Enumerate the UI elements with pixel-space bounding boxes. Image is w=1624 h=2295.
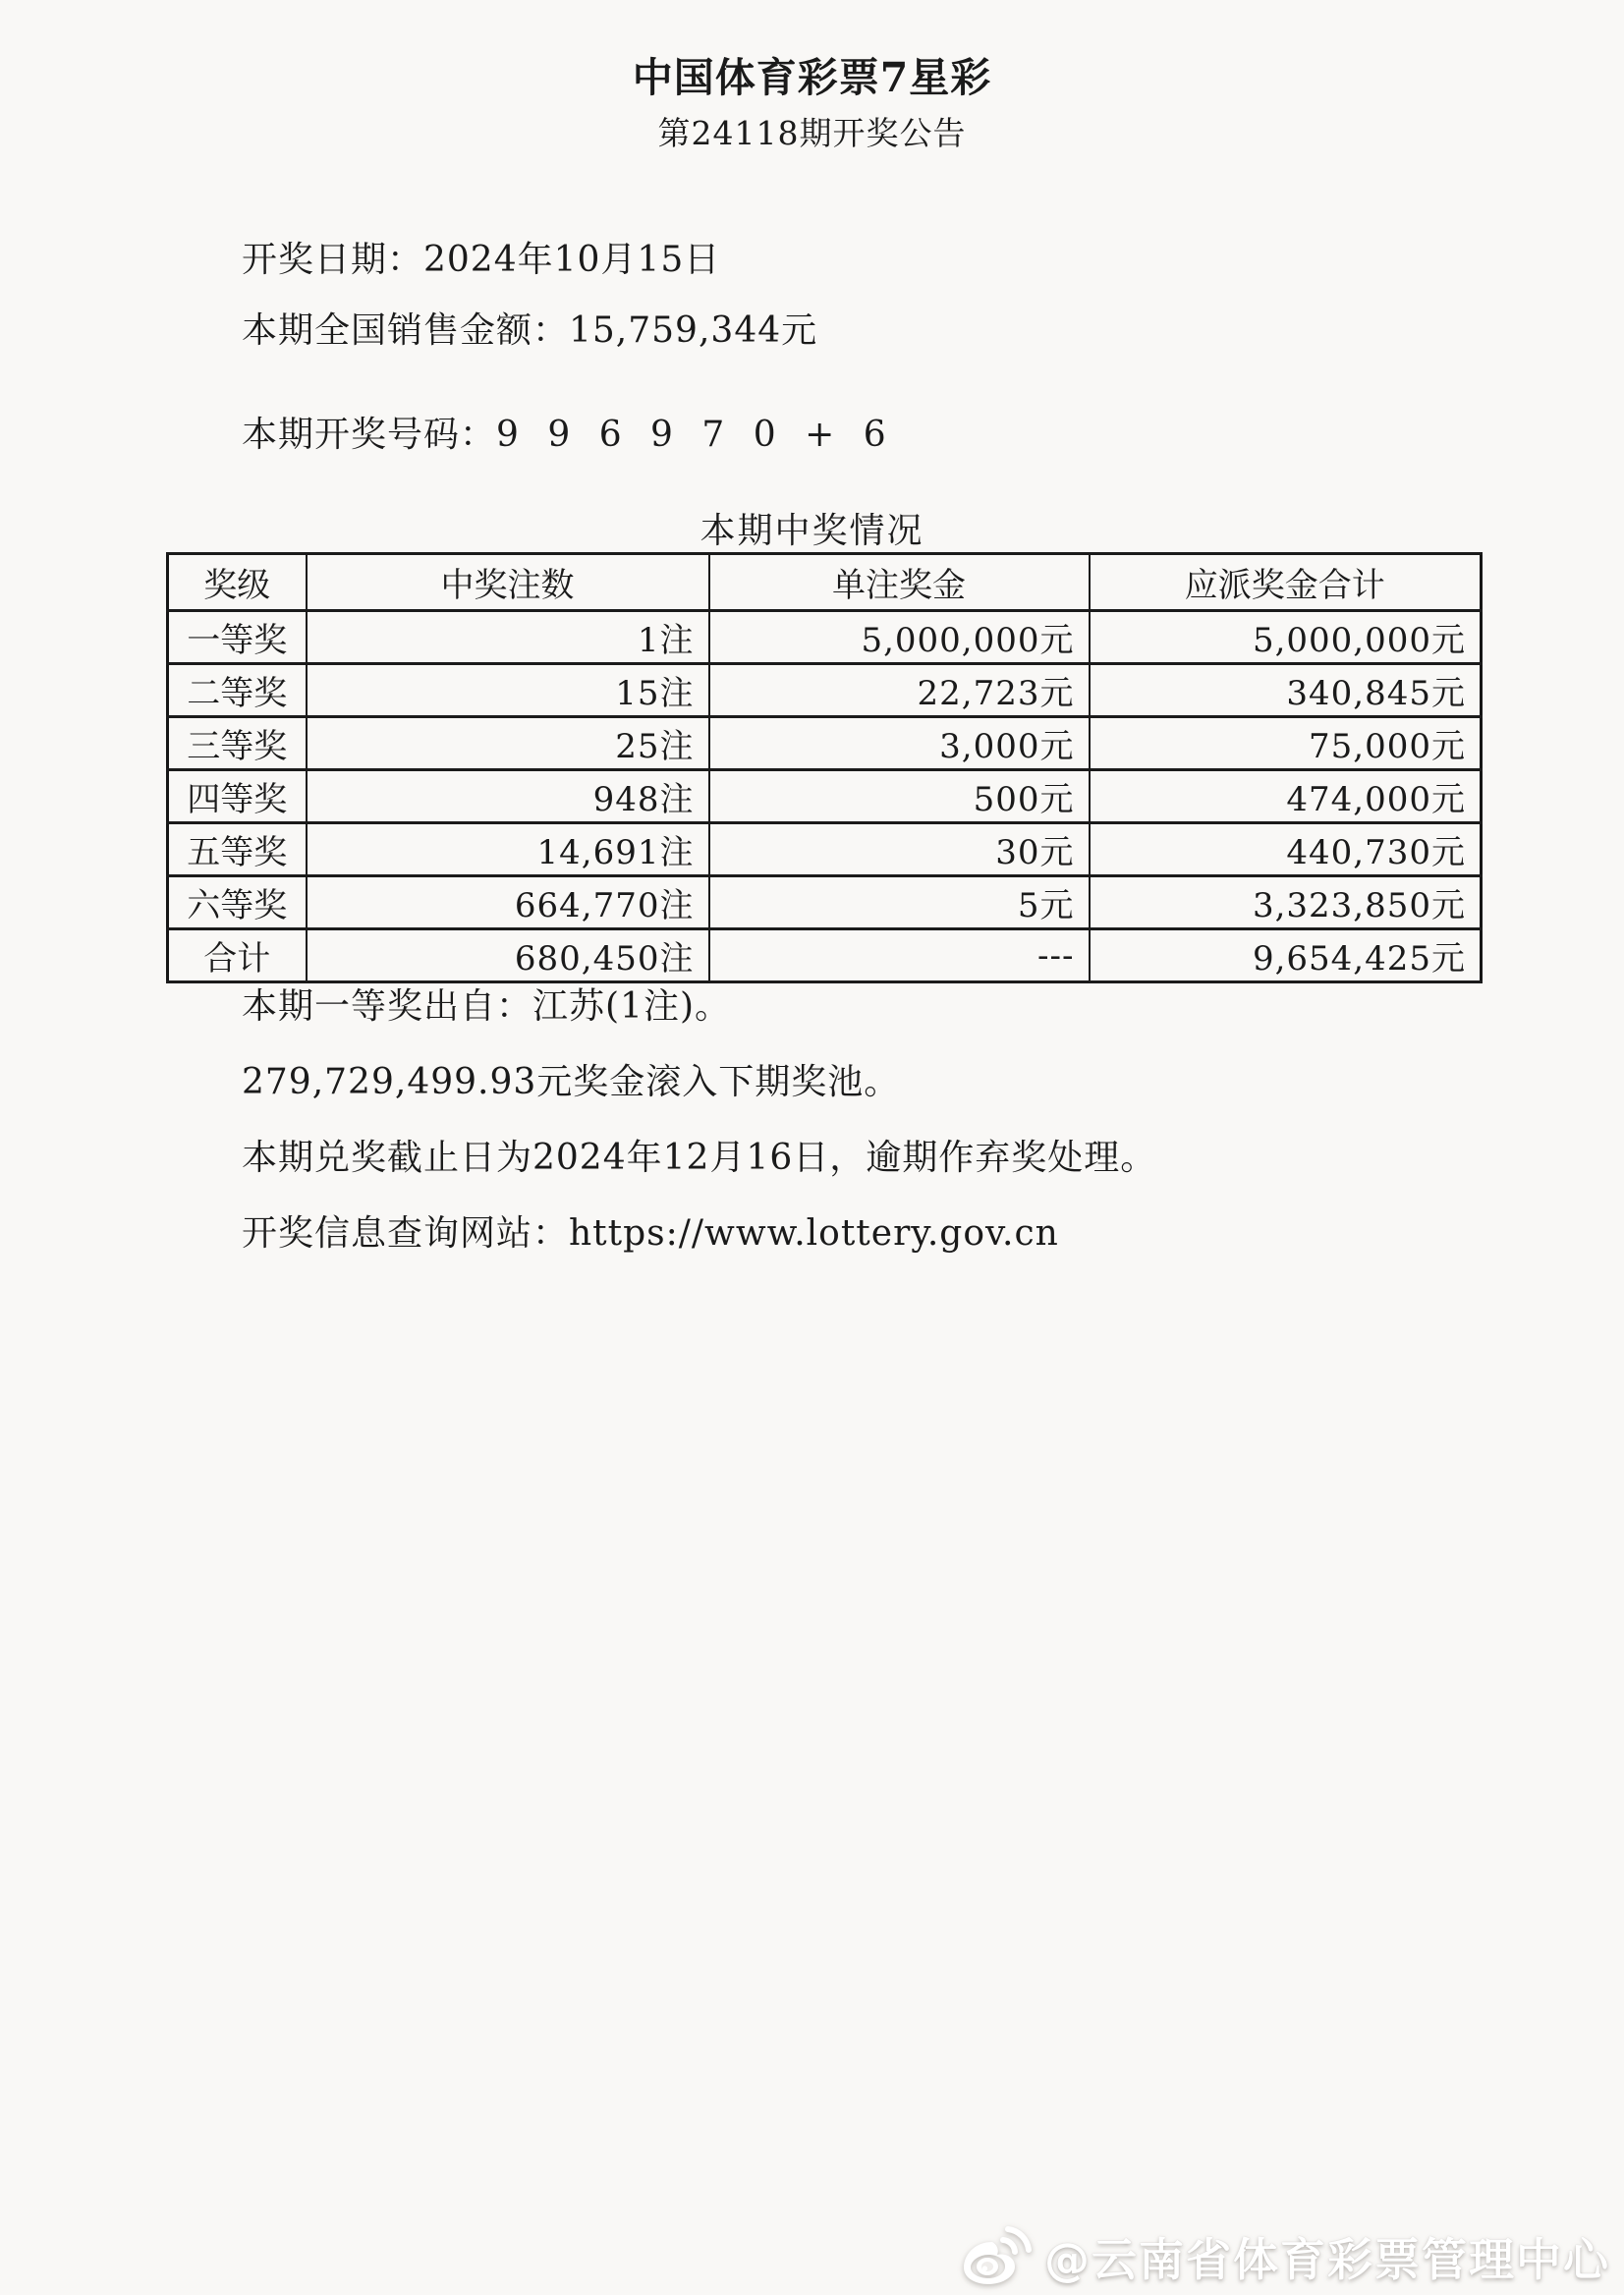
watermark-text: @云南省体育彩票管理中心 [1044,2233,1610,2286]
watermark [960,2224,1610,2289]
total-prize-cell: 440,730元 [1090,823,1482,876]
table-row-fifth-prize [168,823,1482,876]
table-row-fourth-prize [168,770,1482,823]
table-row-second-prize [168,664,1482,717]
prize-level-cell: 五等奖 [168,823,307,876]
prize-table-header-row [168,554,1482,611]
winning-count-cell: 948注 [307,770,709,823]
winning-numbers-line [242,407,889,457]
total-prize-cell: 9,654,425元 [1090,929,1482,982]
total-prize-cell: 340,845元 [1090,664,1482,717]
winning-count-cell: 14,691注 [307,823,709,876]
prize-level-cell: 六等奖 [168,876,307,929]
total-prize-cell: 3,323,850元 [1090,876,1482,929]
winning-count-cell: 1注 [307,611,709,664]
column-header-total-prize: 应派奖金合计 [1090,554,1482,611]
table-row-sixth-prize [168,876,1482,929]
single-prize-cell: 3,000元 [709,717,1090,770]
table-row-first-prize [168,611,1482,664]
winning-numbers-value: 9 9 6 9 7 0 + 6 [496,415,889,455]
total-prize-cell: 75,000元 [1090,717,1482,770]
winning-numbers-label: 本期开奖号码： [242,415,497,455]
column-header-single-prize: 单注奖金 [709,554,1090,611]
sales-amount-line: 本期全国销售金额：15,759,344元 [242,310,818,351]
prize-table [166,552,1483,983]
note-info-website: 开奖信息查询网站：https://www.lottery.gov.cn [242,1213,1059,1254]
note-claim-deadline: 本期兑奖截止日为2024年12月16日，逾期作弃奖处理。 [242,1138,1157,1178]
prize-table-title: 本期中奖情况 [700,511,924,551]
table-row-third-prize [168,717,1482,770]
single-prize-cell: --- [709,929,1090,982]
prize-level-cell: 二等奖 [168,664,307,717]
prize-level-cell: 合计 [168,929,307,982]
total-prize-cell: 474,000元 [1090,770,1482,823]
column-header-level: 奖级 [168,554,307,611]
table-row-total [168,929,1482,982]
winning-count-cell: 664,770注 [307,876,709,929]
total-prize-cell: 5,000,000元 [1090,611,1482,664]
winning-count-cell: 25注 [307,717,709,770]
prize-level-cell: 三等奖 [168,717,307,770]
single-prize-cell: 5,000,000元 [709,611,1090,664]
note-rollover-amount: 279,729,499.93元奖金滚入下期奖池。 [242,1062,901,1102]
column-header-count: 中奖注数 [307,554,709,611]
single-prize-cell: 500元 [709,770,1090,823]
single-prize-cell: 22,723元 [709,664,1090,717]
note-first-prize-origin: 本期一等奖出自：江苏(1注)。 [242,986,731,1027]
single-prize-cell: 5元 [709,876,1090,929]
single-prize-cell: 30元 [709,823,1090,876]
page-title: 中国体育彩票7星彩 [632,54,992,101]
draw-date-line: 开奖日期：2024年10月15日 [242,240,721,280]
prize-level-cell: 四等奖 [168,770,307,823]
page-subtitle: 第24118期开奖公告 [657,114,967,152]
winning-count-cell: 15注 [307,664,709,717]
prize-level-cell: 一等奖 [168,611,307,664]
weibo-icon [960,2226,1033,2287]
winning-count-cell: 680,450注 [307,929,709,982]
